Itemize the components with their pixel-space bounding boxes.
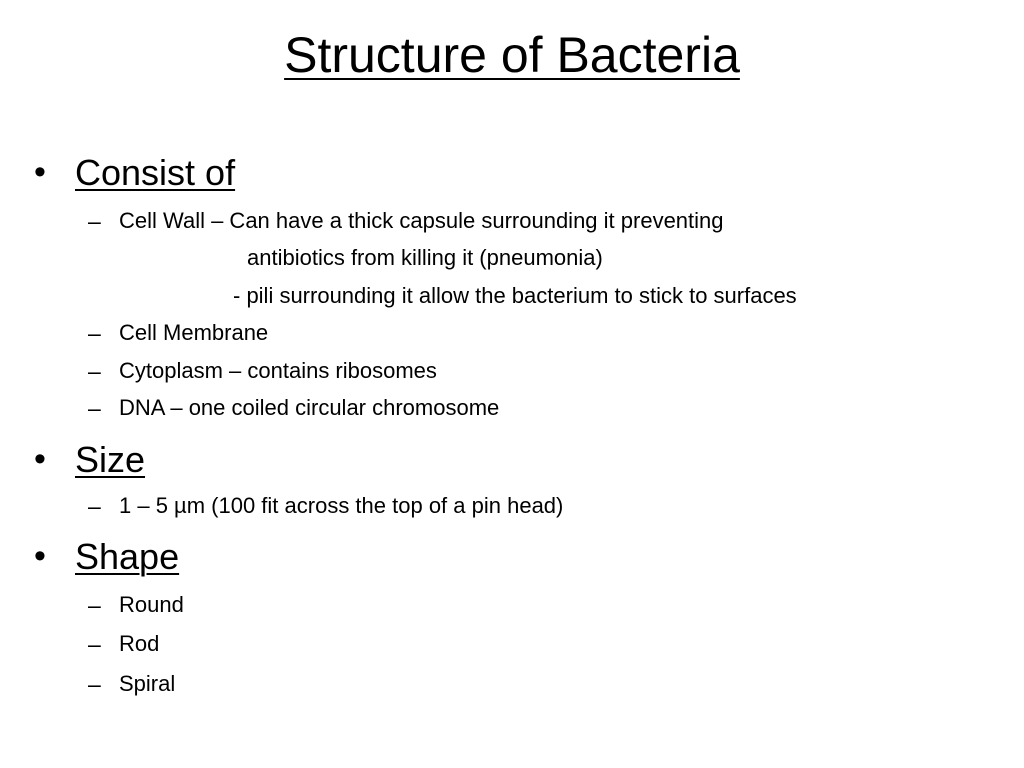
dash-icon: – <box>88 208 101 234</box>
list-item-round: Round <box>119 592 184 617</box>
dash-icon: – <box>88 358 101 384</box>
section-heading-consist-of: Consist of <box>75 152 236 193</box>
dash-icon: – <box>88 395 101 421</box>
list-item-cell-wall-continuation: antibiotics from killing it (pneumonia) <box>247 245 603 270</box>
list-item-cell-membrane: Cell Membrane <box>119 320 269 345</box>
slide-title-text: Structure of Bacteria <box>284 27 740 83</box>
bullet-icon: • <box>34 537 46 575</box>
bullet-icon: • <box>34 153 46 191</box>
dash-icon: – <box>88 320 101 346</box>
list-item-spiral: Spiral <box>119 671 176 696</box>
list-item-cell-wall: Cell Wall – Can have a thick capsule surrounding it preventing <box>119 208 724 233</box>
section-heading-size: Size <box>75 439 146 480</box>
dash-icon: – <box>88 671 101 697</box>
list-item-pili: - pili surrounding it allow the bacterium to stick to surfaces <box>233 283 797 308</box>
dash-icon: – <box>88 493 101 519</box>
list-item-cytoplasm: Cytoplasm – contains ribosomes <box>119 358 437 383</box>
list-item-dna: DNA – one coiled circular chromosome <box>119 395 500 420</box>
section-heading-shape: Shape <box>75 536 180 577</box>
list-item-size: 1 – 5 µm (100 fit across the top of a pin head) <box>119 493 564 518</box>
slide-title <box>0 22 1024 88</box>
list-item-rod: Rod <box>119 631 160 656</box>
bullet-icon: • <box>34 440 46 478</box>
dash-icon: – <box>88 631 101 657</box>
dash-icon: – <box>88 592 101 618</box>
